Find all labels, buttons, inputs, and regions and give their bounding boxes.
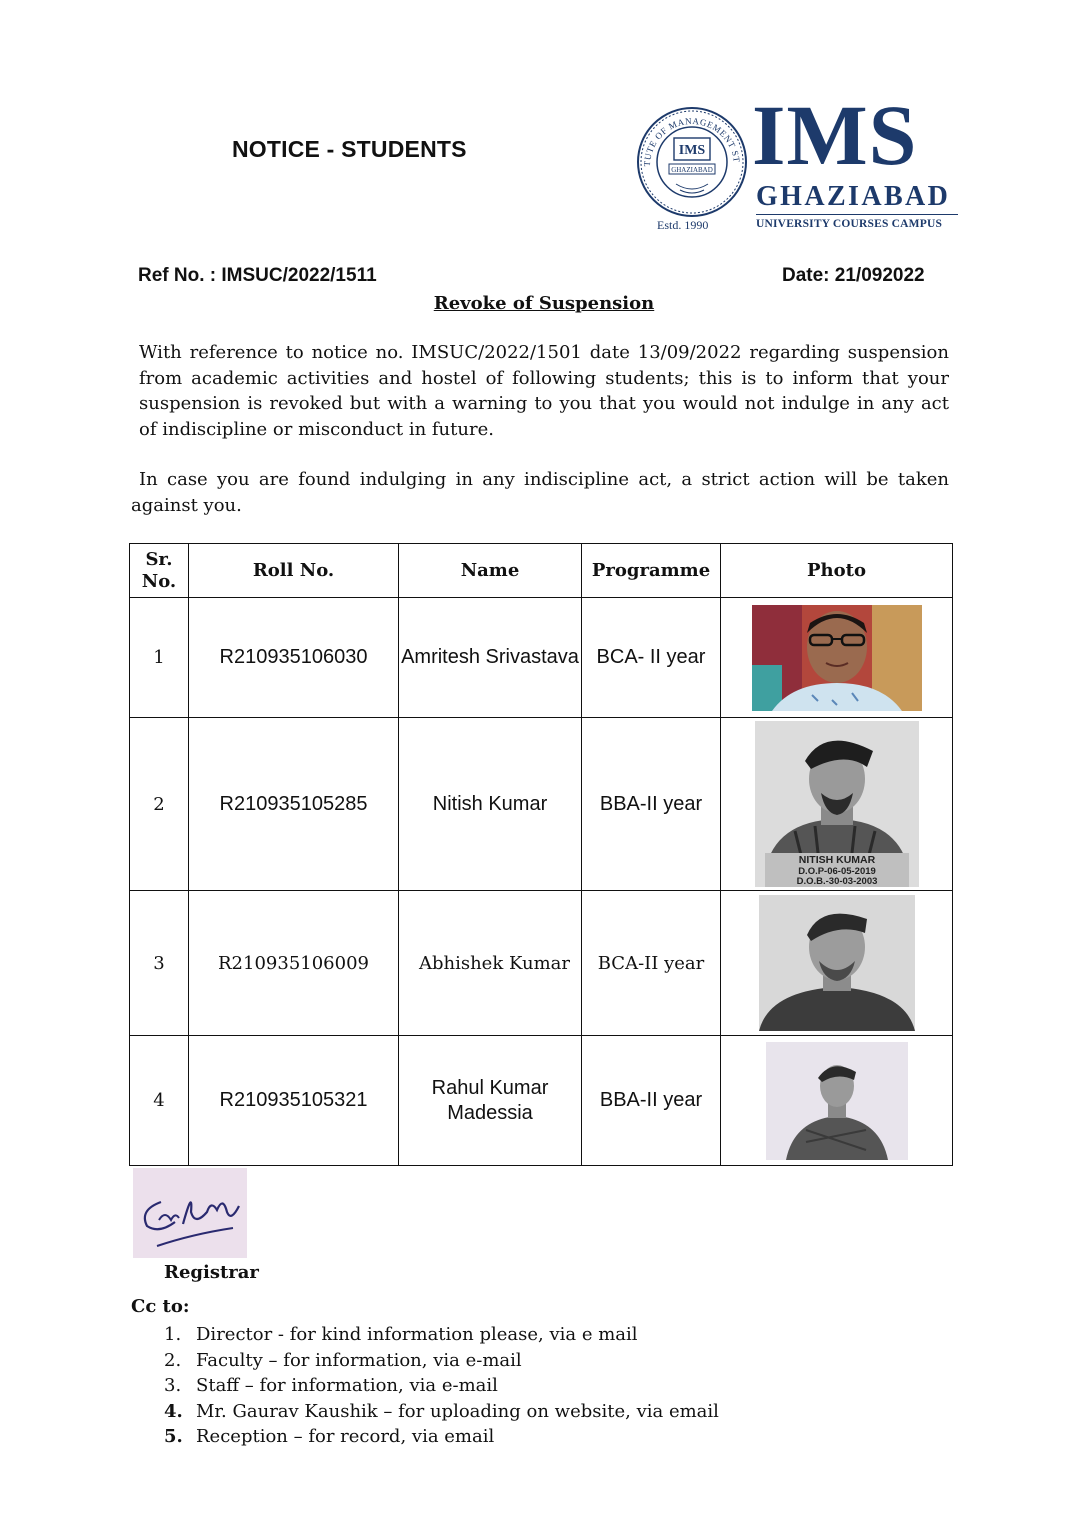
student-photo-color <box>752 605 922 711</box>
body-paragraph: With reference to notice no. IMSUC/2022/1501 date 13/09/2022 regarding suspension from academic activities and hostel of following students; this is to inform that your suspension is revoked but with a warning to you that you would not indulge in any act of indiscipline or misconduct in future. <box>139 342 949 440</box>
cell-roll: R210935106030 <box>189 598 399 718</box>
logo-campus: UNIVERSITY COURSES CAMPUS <box>756 218 943 230</box>
table-row <box>130 1036 953 1166</box>
cell-name: Nitish Kumar <box>399 718 582 891</box>
cell-sr: 1 <box>130 598 189 718</box>
table-row <box>130 891 953 1036</box>
list-item <box>164 1373 719 1399</box>
cell-photo <box>721 1036 953 1166</box>
column-header-sr-label: Sr. No. <box>141 548 177 592</box>
cell-name: Abhishek Kumar <box>399 891 582 1036</box>
students-table <box>129 543 953 1166</box>
student-photo-bw <box>759 895 915 1031</box>
list-text: Faculty – for information, via e-mail <box>196 1349 522 1371</box>
list-number: 1. <box>164 1324 182 1345</box>
subject-heading: Revoke of Suspension <box>433 293 655 314</box>
list-item <box>164 1399 719 1425</box>
body-paragraph: In case you are found indulging in any indiscipline act, a strict action will be taken against you. <box>131 469 949 516</box>
list-number: 4. <box>164 1400 183 1422</box>
student-photo-bw <box>755 721 919 887</box>
cell-sr: 4 <box>130 1036 189 1166</box>
cc-label: Cc to: <box>131 1296 190 1317</box>
institute-seal-logo <box>636 106 748 218</box>
notice-date: Date: 21/092022 <box>782 265 925 286</box>
cell-roll: R210935105285 <box>189 718 399 891</box>
reference-number: Ref No. : IMSUC/2022/1511 <box>138 265 377 286</box>
cell-programme: BCA- II year <box>582 598 721 718</box>
seal-center-text: IMS <box>678 143 706 158</box>
list-text: Mr. Gaurav Kaushik – for uploading on website, via email <box>196 1400 719 1422</box>
cell-photo <box>721 718 953 891</box>
cell-photo <box>721 598 953 718</box>
logo-estd: Estd. 1990 <box>657 218 709 232</box>
student-photo-bw <box>766 1042 908 1160</box>
column-header-photo: Photo <box>721 544 953 598</box>
list-text: Staff – for information, via e-mail <box>196 1375 498 1396</box>
column-header-roll: Roll No. <box>189 544 399 598</box>
list-number: 5. <box>164 1426 183 1447</box>
registrar-designation: Registrar <box>164 1262 259 1283</box>
list-item <box>164 1348 719 1374</box>
column-header-programme: Programme <box>582 544 721 598</box>
cell-photo <box>721 891 953 1036</box>
list-number: 2. <box>164 1349 182 1371</box>
table-row <box>130 598 953 718</box>
list-text: Director - for kind information please, via e mail <box>196 1324 638 1345</box>
cell-programme: BBA-II year <box>582 718 721 891</box>
list-item <box>164 1424 719 1450</box>
photo-caption: D.O.B.-30-03-2003 <box>796 876 877 887</box>
list-number: 3. <box>164 1375 182 1396</box>
column-header-name: Name <box>399 544 582 598</box>
logo-city: GHAZIABAD <box>756 181 951 212</box>
logo-wordmark: IMS <box>752 87 918 183</box>
logo-divider <box>756 214 958 215</box>
seal-city-text: GHAZIABAD <box>671 166 713 174</box>
column-header-sr <box>130 544 189 598</box>
cell-sr: 3 <box>130 891 189 1036</box>
cell-sr: 2 <box>130 718 189 891</box>
table-row <box>130 718 953 891</box>
cc-list <box>164 1322 719 1450</box>
registrar-signature <box>133 1168 247 1258</box>
photo-caption: NITISH KUMAR <box>798 854 875 866</box>
table-header-row <box>130 544 953 598</box>
photo-caption: D.O.P-06-05-2019 <box>797 866 876 877</box>
list-item <box>164 1322 719 1348</box>
cell-roll: R210935106009 <box>189 891 399 1036</box>
cell-roll: R210935105321 <box>189 1036 399 1166</box>
cell-name: Rahul Kumar Madessia <box>399 1036 582 1166</box>
notice-title: NOTICE - STUDENTS <box>232 136 467 162</box>
seal-arc-text: TUTE OF MANAGEMENT ST <box>641 115 742 167</box>
cell-programme: BCA-II year <box>582 891 721 1036</box>
cell-name: Amritesh Srivastava <box>399 598 582 718</box>
cell-programme: BBA-II year <box>582 1036 721 1166</box>
list-text: Reception – for record, via email <box>196 1426 495 1447</box>
